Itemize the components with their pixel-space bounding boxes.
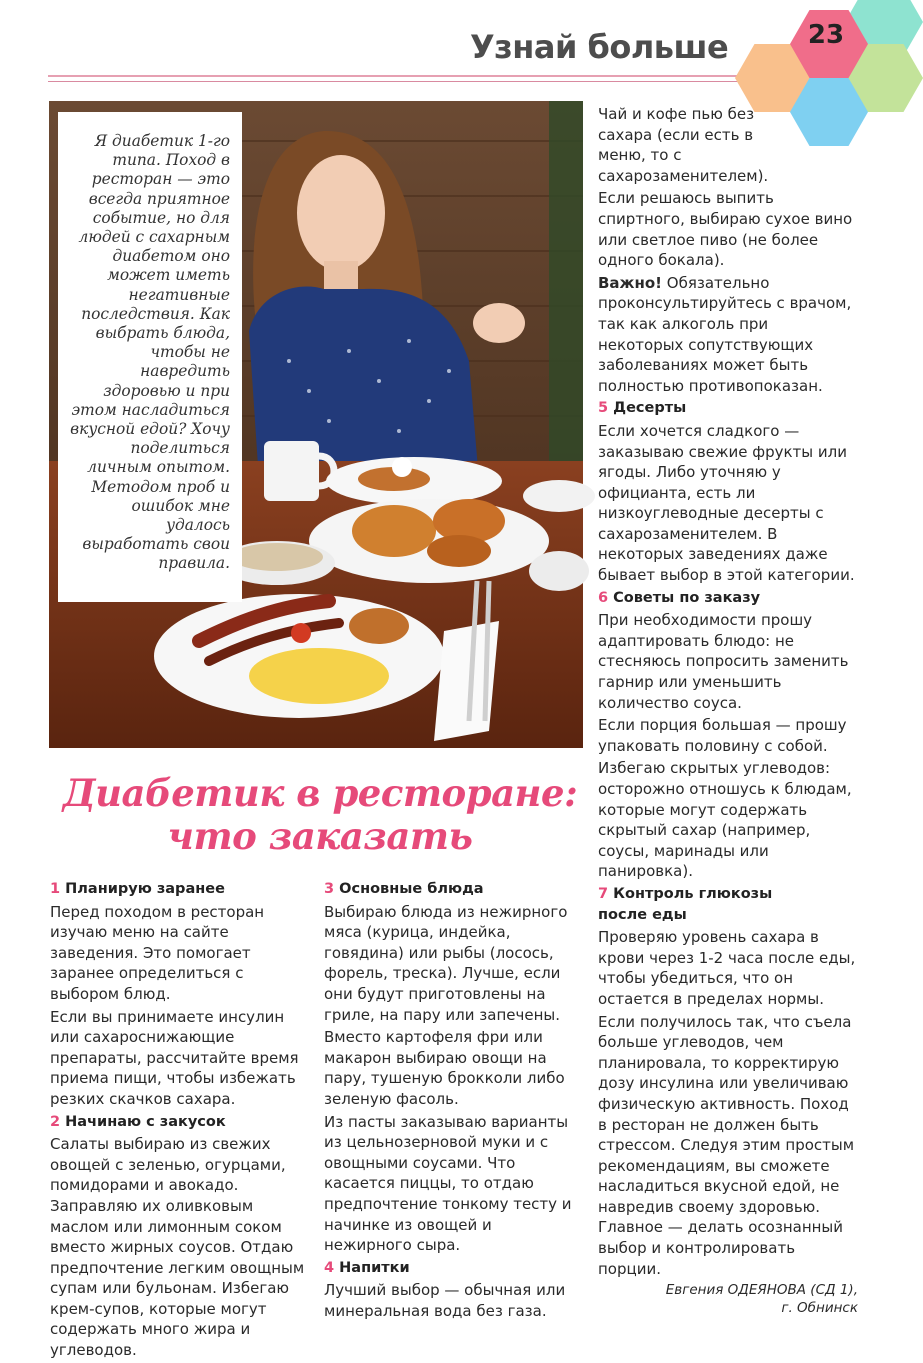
intro-quote: Я диабетик 1-го типа. Поход в ресторан — это всегда приятное событие, но для людей с сахарным диабетом оно может иметь негативные последствия. Как выбрать блюда, чтобы не навредить здоровью и при этом насладиться вкусной едой? Хочу поделиться личным опытом. Методом проб и ошибок мне удалось выработать свои правила. [70,132,230,573]
section-7-text-2: Если получилось так, что съела больше углеводов, чем планировала, то корректирую дозу инсулина или увеличиваю физическую активность. Поход в ресторан не должен быть стрессом. Следуя этим простым рекомендациям, вы сможете насладиться вкусной едой, не навредив своему здоровью. Главное — делать осознанный выбор и контролировать порции. [598,1012,855,1278]
section-1-text-1: Перед походом в ресторан изучаю меню на сайте заведения. Это помогает заранее определиться с выбором блюд. [50,902,265,1003]
section-4-text-2: Чай и кофе пью без сахара (если есть в меню, то с сахарозаменителем). [598,105,769,185]
header-rule [48,75,738,77]
column-2 [324,878,584,1323]
section-1-text-2: Если вы принимаете инсулин или сахароснижающие препараты, рассчитайте время приема пищи, чтобы избежать резких скачков сахара. [50,1007,299,1108]
section-heading-5: 5 Десерты [598,400,687,417]
column-1 [50,878,310,1363]
section-heading-2: 2 Начинаю с закусок [50,1113,226,1130]
section-heading-3: 3 Основные блюда [324,881,484,897]
author-city: г. Обнинск [781,1300,858,1317]
author-name: Евгения ОДЕЯНОВА (СД 1), [665,1282,858,1299]
section-heading-6: 6 Советы по заказу [598,589,761,606]
section-title: Узнай больше [470,28,729,66]
section-7-text-1: Проверяю уровень сахара в крови через 1-2 часа после еды, чтобы убедиться, что он остается в пределах нормы. [598,928,856,1008]
section-4-text-3: Если решаюсь выпить спиртного, выбираю сухое вино или светлое пиво (не более одного бокала). [598,189,853,270]
intro-quote-box [58,112,242,602]
section-6-text-2: Если порция большая — прошу упаковать половину с собой. [598,716,847,755]
section-heading-4: 4 Напитки [324,1259,410,1276]
section-heading-7: 7 Контроль глюкозы после еды [598,885,773,923]
header-rule-thin [48,81,738,82]
section-6-text-3: Избегаю скрытых углеводов: осторожно отношусь к блюдам, которые могут содержать скрытый сахар (например, соусы, маринады или панировка). [598,759,852,881]
headline-line-1: Диабетик в ресторане: [62,771,578,815]
article-headline [40,772,600,858]
section-6-text-1: При необходимости прошу адаптировать блюдо: не стесняюсь попросить заменить гарнир или уменьшить количество соуса. [598,611,849,712]
page-number: 23 [807,20,845,50]
section-3-text-2: Вместо картофеля фри или макарон выбираю овощи на пару, тушеную брокколи либо зеленую фасоль. [324,1028,565,1108]
section-2-text-1: Салаты выбираю из свежих овощей с зеленью, огурцами, помидорами и авокадо. Заправляю их оливковым маслом или лимонным соком вместо жирных соусов. Отдаю предпочтение легким овощным супам или бульонам. Избегаю крем-супов, которые могут содержать много жира и углеводов. [50,1135,305,1360]
author-signature [598,1281,858,1317]
column-3 [598,104,858,1319]
section-4-text-1: Лучший выбор — обычная или минеральная вода без газа. [324,1281,566,1320]
section-3-text-3: Из пасты заказываю варианты из цельнозерновой муки и с овощными соусами. Что касается пиццы, то отдаю предпочтение тонкому тесту и начинке из овощей и нежирного сыра. [324,1112,572,1255]
section-heading-1: 1 Планирую заранее [50,881,225,897]
section-4-important: Важно! Обязательно проконсультируйтесь с врачом, так как алкоголь при некоторых сопутствующих заболеваниях может быть полностью противопоказан. [598,273,852,395]
important-label: Важно! [598,273,662,292]
section-3-text-1: Выбираю блюда из нежирного мяса (курица, индейка, говядина) или рыбы (лосось, форель, треска). Лучше, если они будут приготовлены на гриле, на пару или запечены. [324,902,568,1024]
headline-line-2: что заказать [167,814,473,858]
section-5-text-1: Если хочется сладкого — заказываю свежие фрукты или ягоды. Либо уточняю у официанта, есть ли низкоуглеводные десерты с сахарозаменителем. В некоторых заведениях даже бывает выбор в этой категории. [598,421,855,585]
